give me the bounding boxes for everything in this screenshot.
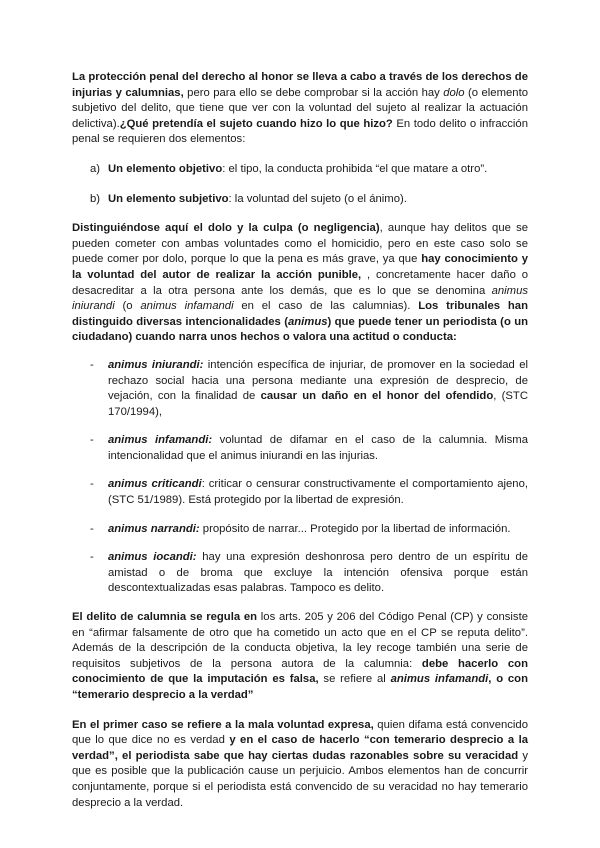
list-marker: b) [90,192,101,205]
bold-italic-term: animus infamandi [390,673,489,686]
body-text: y que es posible que la publicación cause un perjuicio. Ambos elementos han de concurrir conjuntamente, porque si el periodista está convencido de su veracidad no hay temerario desprecio a la verdad. [72,749,528,809]
animus-term: animus iniurandi: [108,358,204,371]
animus-item [72,477,528,508]
element-text: : el tipo, la conducta prohibida “el que matare a otro”. [222,162,488,175]
bold-italic-term: animus [287,315,328,328]
italic-term: animus iniurandi [72,284,528,313]
bold-text: debe hacerlo con conocimiento de que la imputación es falsa, [72,657,528,686]
animus-text: voluntad de difamar en el caso de la calumnia. Misma intencionalidad que el animus iniurandi en las injurias. [108,434,528,462]
intro-text: pero para ello se debe comprobar si la acción hay [183,86,444,99]
mala-voluntad-paragraph [72,718,528,812]
bold-text: y en el caso de hacerlo “con temerario desprecio a la verdad”, el periodista sabe que hay ciertas dudas razonables sobre su veracidad [72,734,528,762]
element-text: : la voluntad del sujeto (o el ánimo). [228,192,407,205]
bold-text: Distinguiéndose aquí el dolo y la culpa (o negligencia) [72,222,380,235]
calumnia-paragraph [72,610,528,704]
intro-text: (o elemento subjetivo del delito, que tiene que ver con la voluntad del sujeto al realizar la actuación delictiva). [72,86,528,130]
intro-paragraph [72,70,528,148]
bold-text: El delito de calumnia se regula en [72,611,258,624]
bold-text: En el primer caso se refiere a la mala voluntad expresa, [72,718,374,731]
animus-term: animus infamandi: [108,434,213,447]
animus-text: propósito de narrar... Protegido por la libertad de información. [199,522,511,535]
body-text: los arts. 205 y 206 del Código Penal (CP) y consiste en “afirmar falsamente de otro que ha cometido un acto que en el CP se reputa delito”. Además de la descripción de la conducta objetiva, la ley recoge también una serie de requisitos subjetivos de la persona autora de la calumnia: [72,611,529,670]
intro-text: En todo delito o infracción penal se requieren dos elementos: [72,117,528,146]
body-text: en el caso de las calumnias). [233,300,419,313]
animus-item [72,522,528,538]
body-text: , aunque hay delitos que se pueden cometer con ambas voluntades como el homicidio, pero en este caso solo se puede comer por dolo, porque lo que la pena es más grave, ya que [72,222,529,266]
animus-tail: , (STC 170/1994), [108,390,528,418]
intro-bold-lead: La protección penal del derecho al honor se lleva a cabo a través de los derechos de injurias y calumnias, [72,71,528,99]
animus-term: animus iocandi: [108,551,197,564]
animus-item [72,433,528,464]
element-label: Un elemento subjetivo [108,192,229,205]
animus-term: animus criticandi [108,478,202,491]
body-text: se refiere al [318,673,391,686]
animus-term: animus narrandi: [108,522,200,535]
animus-item [72,358,528,420]
list-marker: - [90,478,94,491]
bold-text: hay conocimiento y la voluntad del autor de realizar la acción punible, [72,253,528,281]
intro-dolo: dolo [443,86,465,99]
animus-text: hay una expresión deshonrosa pero dentro de un espíritu de amistad o de broma que excluye la intención ofensiva porque están descontextualizadas esas palabras. Tampoco es delito. [108,551,528,595]
dolo-culpa-paragraph [72,221,528,346]
bold-text: , o con “temerario desprecio a la verdad” [72,673,528,701]
italic-term: animus infamandi [140,300,234,313]
animus-list [72,358,528,597]
list-marker: - [90,358,94,371]
animus-bold: causar un daño en el honor del ofendido [260,390,494,403]
body-text: (o [114,300,141,313]
intro-question: ¿Qué pretendía el sujeto cuando hizo lo que hizo? [119,117,393,130]
animus-text: intención específica de injuriar, de promover en la sociedad el rechazo social hacia una persona mediante una expresión de desprecio, de vejación, con la finalidad de [108,358,528,403]
list-marker: - [90,522,94,535]
body-text: quien difama está convencido que lo que dice no es verdad [72,718,529,747]
list-marker: - [90,551,94,564]
list-item [72,162,528,178]
list-marker: a) [90,162,101,175]
bold-text: ) que puede tener un periodista (o un ciudadano) cuando narra unos hechos o valora una actitud o conducta: [72,315,528,344]
body-text: , concretamente hacer daño o desacreditar a la otra persona ante los demás, que es lo que se denomina [72,268,528,297]
list-marker: - [90,434,94,447]
bold-text: Los tribunales han distinguido diversas intencionalidades ( [72,300,528,328]
animus-item [72,550,528,597]
animus-text: : criticar o censurar constructivamente el comportamiento ajeno, (STC 51/1989). Está protegido por la libertad de expresión. [108,478,528,507]
element-label: Un elemento objetivo [108,162,223,175]
elements-list [72,162,528,207]
list-item [72,192,528,208]
